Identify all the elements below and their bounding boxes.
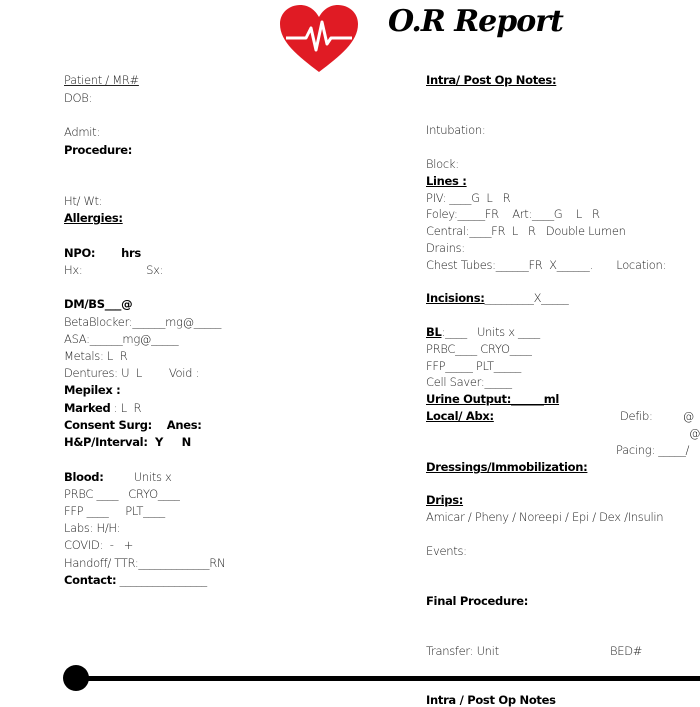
events-field: Events: <box>426 544 467 558</box>
hx-sx-field: Hx: Sx: <box>64 263 164 277</box>
foley-art-field: Foley:_____FR Art:____G L R <box>426 207 600 221</box>
dentures-void-field: Dentures: U L Void : <box>64 366 200 380</box>
handoff-field: Handoff/ TTR:_____________RN <box>64 556 226 570</box>
heart-ecg-icon <box>278 4 360 74</box>
allergies-heading: Allergies: <box>64 211 123 225</box>
hp-interval-field: H&P/Interval: Y N <box>64 435 191 449</box>
betablocker-field: BetaBlocker:______mg@_____ <box>64 315 222 329</box>
bed-field: BED# <box>610 644 643 658</box>
contact-field <box>64 573 207 587</box>
local-abx-heading: Local/ Abx: <box>426 409 494 423</box>
contact-label: Contact: <box>64 573 117 587</box>
intubation-field: Intubation: <box>426 123 486 137</box>
contact-line: ________________ <box>116 573 207 587</box>
prbc-cryo-field-right: PRBC____ CRYO____ <box>426 342 532 356</box>
asa-field: ASA:______mg@_____ <box>64 332 179 346</box>
dm-bs-field: DM/BS___@ <box>64 297 133 311</box>
defib-field: Defib: @ <box>620 409 694 423</box>
bl-rest: :____ Units x ____ <box>441 325 540 339</box>
dob-field: DOB: <box>64 91 93 105</box>
covid-field: COVID: - + <box>64 538 134 552</box>
blood-field <box>64 470 172 484</box>
ffp-plt-field-right: FFP_____ PLT_____ <box>426 359 522 373</box>
lines-heading: Lines : <box>426 174 467 188</box>
drip-list: Amicar / Pheny / Noreepi / Epi / Dex /Insulin <box>426 510 664 524</box>
labs-field: Labs: H/H: <box>64 521 121 535</box>
incisions-line: _________X_____ <box>484 291 569 305</box>
npo-field: NPO: hrs <box>64 246 141 260</box>
bl-field <box>426 325 540 339</box>
transfer-unit-field: Transfer: Unit <box>426 644 499 658</box>
defib-at-field: @ <box>689 426 700 440</box>
piv-field: PIV: ____G L R <box>426 191 511 205</box>
final-procedure-field: Final Procedure: <box>426 594 528 608</box>
incisions-label: Incisions: <box>426 291 485 305</box>
timeline-dot <box>63 665 89 691</box>
bl-label: BL <box>426 325 442 339</box>
next-notes-heading: Intra / Post Op Notes <box>426 693 556 707</box>
admit-field: Admit: <box>64 125 100 139</box>
patient-mr-field: Patient / MR# <box>64 73 139 87</box>
blood-units: Units x <box>103 470 172 484</box>
incisions-field <box>426 291 568 305</box>
block-field: Block: <box>426 157 459 171</box>
page-title: O.R Report <box>388 4 563 39</box>
blood-label: Blood: <box>64 470 104 484</box>
procedure-field: Procedure: <box>64 143 133 157</box>
notes-heading: Intra/ Post Op Notes: <box>426 73 557 87</box>
urine-output-field: Urine Output:______ml <box>426 392 560 406</box>
consent-field: Consent Surg: Anes: <box>64 418 202 432</box>
timeline-divider <box>64 676 700 681</box>
central-field: Central:____FR L R Double Lumen <box>426 224 626 238</box>
drips-heading: Drips: <box>426 493 464 507</box>
metals-field: Metals: L R <box>64 349 128 363</box>
prbc-cryo-field: PRBC ____ CRYO____ <box>64 487 180 501</box>
drains-field: Drains: <box>426 241 465 255</box>
marked-value: : L R <box>110 401 142 415</box>
pacing-field: Pacing: _____/ <box>616 443 690 457</box>
dressings-heading: Dressings/Immobilization: <box>426 460 588 474</box>
height-weight-field: Ht/ Wt: <box>64 194 103 208</box>
mepilex-field: Mepilex : <box>64 383 121 397</box>
marked-field <box>64 401 141 415</box>
chest-tubes-field: Chest Tubes:______FR X______. Location: <box>426 258 667 272</box>
cell-saver-field: Cell Saver:_____ <box>426 375 512 389</box>
marked-label: Marked <box>64 401 111 415</box>
ffp-plt-field: FFP ____ PLT____ <box>64 504 165 518</box>
